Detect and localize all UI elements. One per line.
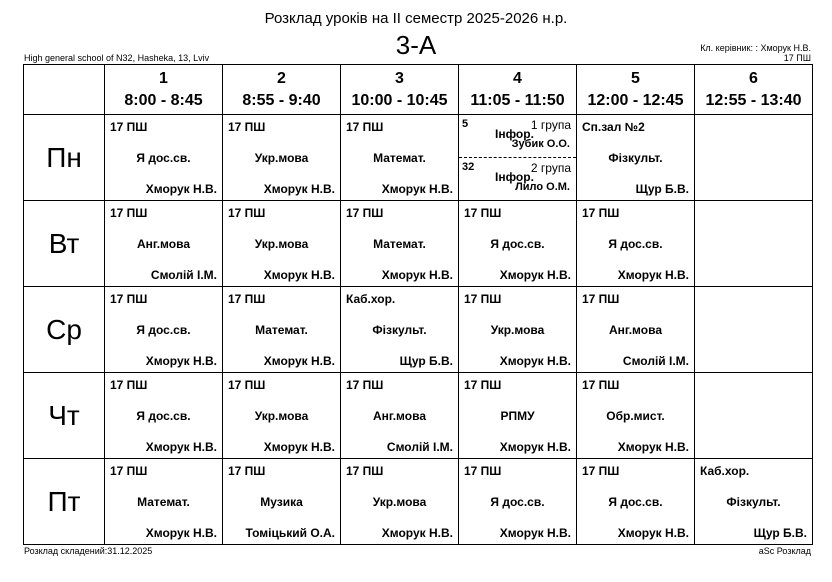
lesson-room: 17 ПШ [582,464,620,478]
lesson-subject: Укр.мова [254,237,309,251]
home-room: 17 ПШ [783,53,811,63]
lesson-cell [341,373,459,459]
lesson-teacher: Смолій І.М. [622,354,689,368]
lesson-teacher: Щур Б.В. [635,182,689,196]
lesson-teacher: Смолій І.М. [386,440,453,454]
lesson-room: 17 ПШ [228,292,266,306]
lesson-cell [105,459,223,545]
lesson-cell [341,287,459,373]
lesson-room: 17 ПШ [110,120,148,134]
lesson-room: 17 ПШ [346,120,384,134]
lesson-teacher: Хморук Н.В. [617,268,689,282]
lesson-room: 17 ПШ [228,120,266,134]
lesson-subject: Математ. [137,495,190,509]
schedule-title: Розклад уроків на ІІ семестр 2025-2026 н.р. [264,10,568,27]
period-header [223,65,341,115]
lesson-subject: Я дос.св. [608,495,663,509]
lesson-subject: Фізкульт. [726,495,781,509]
lesson-teacher: Хморук Н.В. [263,182,335,196]
lesson-cell [105,287,223,373]
period-number: 1 [159,69,168,87]
lesson-subject: Інфор. [495,127,534,141]
lesson-subject: Я дос.св. [608,237,663,251]
lesson-room: 17 ПШ [228,464,266,478]
day-label: Вт [24,201,105,287]
period-header [341,65,459,115]
lesson-teacher: Хморук Н.В. [145,182,217,196]
lesson-cell [459,459,577,545]
lesson-room: 17 ПШ [464,292,502,306]
lesson-subject: Математ. [373,151,426,165]
lesson-subject: Я дос.св. [490,495,545,509]
lesson-teacher: Хморук Н.В. [263,354,335,368]
lesson-teacher: Щур Б.В. [753,526,807,540]
lesson-cell [223,201,341,287]
lesson-subject: Я дос.св. [136,409,191,423]
class-teacher: Кл. керівник: : Хморук Н.В. [700,43,811,53]
lesson-teacher: Хморук Н.В. [145,440,217,454]
corner-cell [24,65,105,115]
lesson-subject: РПМУ [500,409,535,423]
lesson-cell [341,201,459,287]
lesson-room: 17 ПШ [464,378,502,392]
lesson-cell [459,201,577,287]
school-name: High general school of N32, Hasheka, 13, Lviv [24,53,210,63]
lesson-room: Каб.хор. [700,464,750,478]
lesson-cell [459,287,577,373]
period-time: 8:55 - 9:40 [242,91,321,109]
period-header [695,65,813,115]
empty-cell [695,287,813,373]
group-lesson [459,158,576,200]
lesson-subject: Математ. [255,323,308,337]
lesson-teacher: Хморук Н.В. [263,440,335,454]
lesson-subject: Музика [260,495,303,509]
lesson-subject: Анг.мова [373,409,426,423]
lesson-cell [105,373,223,459]
lesson-room: 17 ПШ [110,464,148,478]
period-header [105,65,223,115]
lesson-room: 17 ПШ [228,206,266,220]
lesson-teacher: Хморук Н.В. [499,440,571,454]
created-date: Розклад складений:31.12.2025 [24,546,153,556]
lesson-room: 17 ПШ [228,378,266,392]
lesson-subject: Укр.мова [254,151,309,165]
class-teacher-info [700,43,811,63]
lesson-cell [105,115,223,201]
empty-cell [695,373,813,459]
lesson-subject: Укр.мова [372,495,427,509]
lesson-group: 1 група [530,118,571,132]
lesson-teacher: Хморук Н.В. [617,440,689,454]
lesson-cell [223,459,341,545]
lesson-room: 17 ПШ [582,378,620,392]
lesson-teacher: Хморук Н.В. [499,268,571,282]
lesson-cell [577,373,695,459]
class-name: 3-А [395,30,437,60]
lesson-cell-split [459,115,577,201]
lesson-teacher: Лило О.М. [515,181,570,193]
period-number: 6 [749,69,758,87]
lesson-subject: Математ. [373,237,426,251]
period-number: 3 [395,69,404,87]
period-time: 11:05 - 11:50 [470,91,565,109]
period-time: 10:00 - 10:45 [351,91,448,109]
lesson-cell [577,115,695,201]
lesson-room: 17 ПШ [464,206,502,220]
lesson-room: Каб.хор. [346,292,396,306]
lesson-cell [577,201,695,287]
lesson-room: 17 ПШ [110,378,148,392]
period-number: 4 [513,69,522,87]
lesson-room: 17 ПШ [582,206,620,220]
lesson-cell [223,115,341,201]
lesson-subject: Фізкульт. [372,323,427,337]
lesson-teacher: Хморук Н.В. [381,526,453,540]
lesson-cell [223,373,341,459]
lesson-room: 17 ПШ [346,378,384,392]
lesson-room: Сп.зал №2 [582,120,645,134]
lesson-teacher: Хморук Н.В. [381,268,453,282]
lesson-subject: Я дос.св. [136,151,191,165]
day-row-friday [24,459,813,545]
lesson-cell [341,459,459,545]
day-label: Чт [24,373,105,459]
lesson-subject: Я дос.св. [136,323,191,337]
lesson-teacher: Хморук Н.В. [145,526,217,540]
lesson-room: 17 ПШ [110,292,148,306]
lesson-room: 5 [462,118,469,130]
period-header [459,65,577,115]
lesson-cell [105,201,223,287]
lesson-room: 17 ПШ [346,464,384,478]
day-label: Ср [24,287,105,373]
lesson-cell [577,459,695,545]
lesson-teacher: Хморук Н.В. [617,526,689,540]
lesson-teacher: Хморук Н.В. [263,268,335,282]
lesson-subject: Фізкульт. [608,151,663,165]
lesson-subject: Укр.мова [490,323,545,337]
period-time: 12:55 - 13:40 [705,91,802,109]
lesson-cell [223,287,341,373]
day-row-wednesday [24,287,813,373]
lesson-room: 17 ПШ [464,464,502,478]
period-number: 5 [631,69,640,87]
lesson-cell [459,373,577,459]
lesson-room: 17 ПШ [110,206,148,220]
period-number: 2 [277,69,286,87]
lesson-subject: Я дос.св. [490,237,545,251]
day-label: Пн [24,115,105,201]
period-header [577,65,695,115]
period-time: 12:00 - 12:45 [587,91,684,109]
lesson-cell [695,459,813,545]
lesson-teacher: Смолій І.М. [150,268,217,282]
lesson-teacher: Хморук Н.В. [499,354,571,368]
empty-cell [695,115,813,201]
day-label: Пт [24,459,105,545]
timetable-grid [23,64,813,545]
lesson-room: 17 ПШ [582,292,620,306]
lesson-teacher: Хморук Н.В. [381,182,453,196]
lesson-room: 17 ПШ [346,206,384,220]
lesson-subject: Анг.мова [137,237,190,251]
period-header-row [24,65,813,115]
lesson-teacher: Зубик О.О. [511,138,570,150]
lesson-teacher: Хморук Н.В. [145,354,217,368]
lesson-group: 2 група [530,161,571,175]
group-lesson [459,115,576,158]
lesson-room: 32 [462,161,475,173]
lesson-cell [341,115,459,201]
lesson-subject: Укр.мова [254,409,309,423]
lesson-cell [577,287,695,373]
lesson-subject: Інфор. [495,170,534,184]
lesson-subject: Анг.мова [609,323,662,337]
day-row-thursday [24,373,813,459]
period-time: 8:00 - 8:45 [124,91,203,109]
lesson-teacher: Хморук Н.В. [499,526,571,540]
empty-cell [695,201,813,287]
day-row-monday [24,115,813,201]
lesson-teacher: Томіцький О.А. [245,526,335,540]
lesson-teacher: Щур Б.В. [399,354,453,368]
lesson-subject: Обр.мист. [606,409,665,423]
software-name: aSc Розклад [758,546,811,556]
day-row-tuesday [24,201,813,287]
